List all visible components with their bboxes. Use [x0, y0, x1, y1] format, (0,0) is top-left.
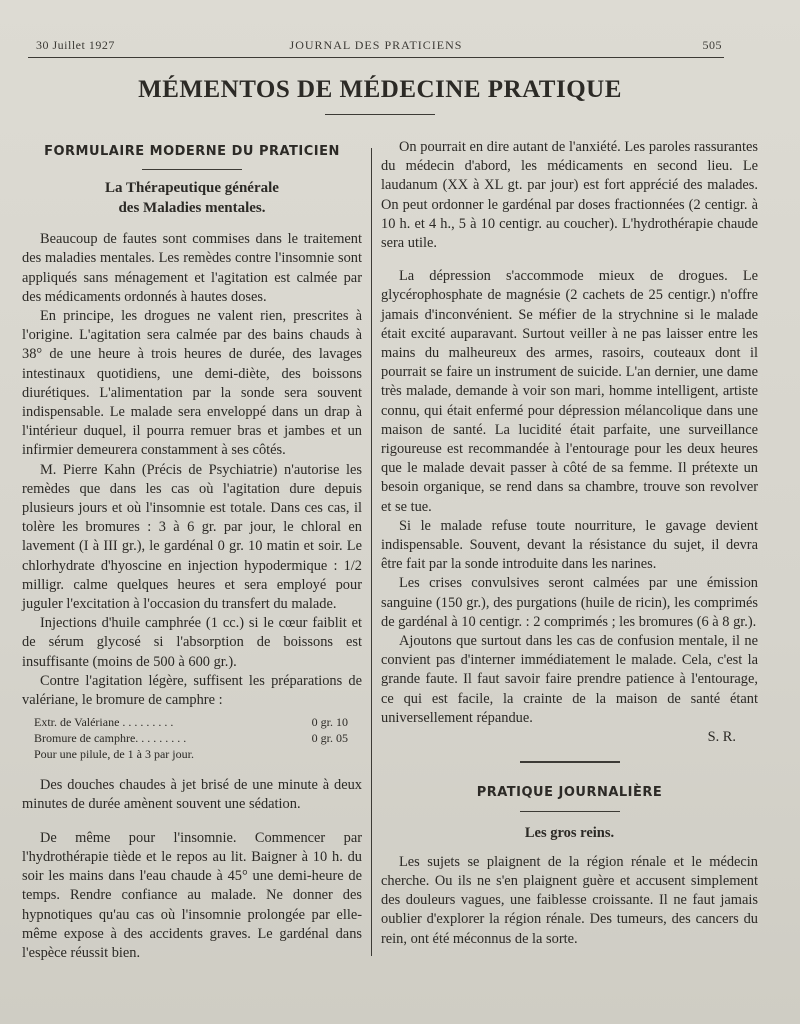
prescription [34, 714, 362, 762]
section-rule [520, 811, 620, 812]
prescription-item: Extr. de Valériane . . . . . . . . . [34, 715, 174, 730]
article-title-line-2: des Maladies mentales. [118, 200, 266, 217]
page-number: 505 [702, 38, 722, 52]
paragraph: Si le malade refuse toute nourriture, le gavage devient indispensable. Souvent, devant la résistance du sujet, il devra être fait par la sonde introduite dans les narines. [381, 517, 758, 573]
issue-date: 30 Juillet 1927 [36, 38, 115, 52]
paragraph: Injections d'huile camphrée (1 cc.) si le cœur faiblit et de sérum glycosé si l'absorption de boissons est insuffisante (moins de 500 à 600 gr.). [22, 615, 362, 670]
paragraph: Contre l'agitation légère, suffisent les préparations de valériane, le bromure de camphre : [22, 672, 362, 709]
left-column [22, 142, 362, 963]
prescription-dose: 0 gr. 05 [311, 731, 348, 746]
paragraph: En principe, les drogues ne valent rien, prescrites à l'origine. L'agitation sera calmée par des bains chauds à 38° de une heure à trois heures de durée, des lavages intestinaux quotidiens, une demi-diète, des boissons diurétiques. L'alimentation par la sonde sera souvent indispensable. Le malade sera enveloppé dans un drap à l'intérieur duquel, il pourra remuer bras et jambes et un infirmier demeurera constamment à ses côtés. [22, 308, 362, 459]
paragraph: De même pour l'insomnie. Commencer par l'hydrothérapie tiède et le repos au lit. Baigner à 10 h. du soir les mains dans l'eau chaude à 45° une demi-heure de temps. Rendre confiance au malade. Ne donner des hypnotiques qu'au cas où l'insomnie prolongée par elle-même expose à des accidents graves. Le gardénal dans l'espèce réussit bien. [22, 829, 362, 961]
paragraph: Les sujets se plaignent de la région rénale et le médecin cherche. Ou ils ne s'en plaignent guère et accusent simplement des douleurs vagues, une faiblesse croissante. Il ne faut jamais oublier d'explorer la région rénale. Des tumeurs, des cancers du rein, ont été méconnus de la sorte. [381, 853, 758, 947]
running-header [30, 38, 722, 52]
signoff [381, 728, 758, 747]
prescription-row [34, 714, 362, 730]
paragraph: Beaucoup de fautes sont commises dans le traitement des maladies mentales. Les remèdes contre l'insomnie sont appliqués sans ménagement et l'agitation est calmée par des médicaments ordonnés à hautes doses. [22, 231, 362, 305]
section-heading-pratique: PRATIQUE JOURNALIÈRE [476, 785, 663, 801]
article-title-gros-reins: Les gros reins. [524, 824, 615, 841]
prescription-dose: 0 gr. 10 [311, 715, 348, 730]
main-title: MÉMENTOS DE MÉDECINE PRATIQUE [138, 76, 622, 103]
right-column [381, 138, 758, 949]
prescription-row [34, 730, 362, 746]
paragraph: On pourrait en dire autant de l'anxiété. Les paroles rassurantes du médecin d'abord, les médicaments en second lieu. Le laudanum (XX à XL gt. par jour) est fort apprécié des malades. On peut ordonner le gardénal par doses fractionnées (2 centigr. à 10 h. et 4 h., 5 à 10 centigr. au coucher). L'hydrothérapie chaude sera utile. [381, 139, 758, 252]
article-title-line-1: La Thérapeutique générale [105, 180, 279, 197]
paragraph: Les crises convulsives seront calmées par une émission sanguine (150 gr.), des purgations (huile de ricin), les comprimés de gardénal à 10 centigr. : 2 comprimés ; les bromures (6 à 8 gr.). [381, 575, 758, 630]
paragraph: M. Pierre Kahn (Précis de Psychiatrie) n'autorise les remèdes que dans les cas où l'agitation dure depuis plusieurs jours et où l'insomnie est totale. Dans ces cas, il tolère les bromures : 3 à 6 gr. par jour, le chloral en lavement (I à III gr.), le gardénal 0 gr. 10 matin et soir. Le chlorhydrate d'hyoscine en injection hypodermique : 1/2 milligr. calme quelques heures et sera employé pour juguler l'excitation à l'occasion du transfert du malade. [22, 461, 362, 613]
author-signature: S. R. [707, 729, 736, 746]
section-rule [142, 169, 242, 170]
prescription-note: Pour une pilule, de 1 à 3 par jour. [34, 747, 194, 762]
journal-name: JOURNAL DES PRATICIENS [289, 38, 463, 52]
paragraph: Ajoutons que surtout dans les cas de confusion mentale, il ne convient pas d'interner immédiatement le malade. Cela, c'est la grande faute. Il faut savoir faire prendre patience à l'entourage, ce qui est facile, la crainte de la maison de santé étant universellement répandue. [381, 633, 758, 726]
header-rule [28, 57, 724, 58]
article-title [22, 178, 362, 218]
prescription-item: Bromure de camphre. . . . . . . . . [34, 731, 187, 746]
paragraph: La dépression s'accommode mieux de drogues. Le glycérophosphate de magnésie (2 cachets de 25 centigr.) n'offre jamais d'inconvénient. Se méfier de la strychnine si le malade était excité auparavant. Surtout veiller à ne pas laisser entre les mains du malheureux des armes, rasoirs, couteaux dont il pourrait se faire un instrument de suicide. L'an dernier, une dame très malade, demande à voir son mari, homme intelligent, artiste connu, qui était enfermé pour dépression mélancolique dans une maison de santé. La lucidité était parfaite, une surveillance rigoureuse est recommandée à l'entourage pour les deux heures que le malade devait passer à côté de sa femme. Il prétexte un besoin organique, se rend dans sa chambre, trouve son revolver et se tue. [381, 268, 758, 515]
title-rule [325, 114, 435, 115]
section-separator [520, 761, 620, 763]
column-divider [371, 148, 372, 956]
paragraph: Des douches chaudes à jet brisé de une minute à deux minutes de durée amènent souvent une sédation. [22, 777, 362, 813]
section-heading-formulaire: FORMULAIRE MODERNE DU PRATICIEN [44, 144, 340, 159]
